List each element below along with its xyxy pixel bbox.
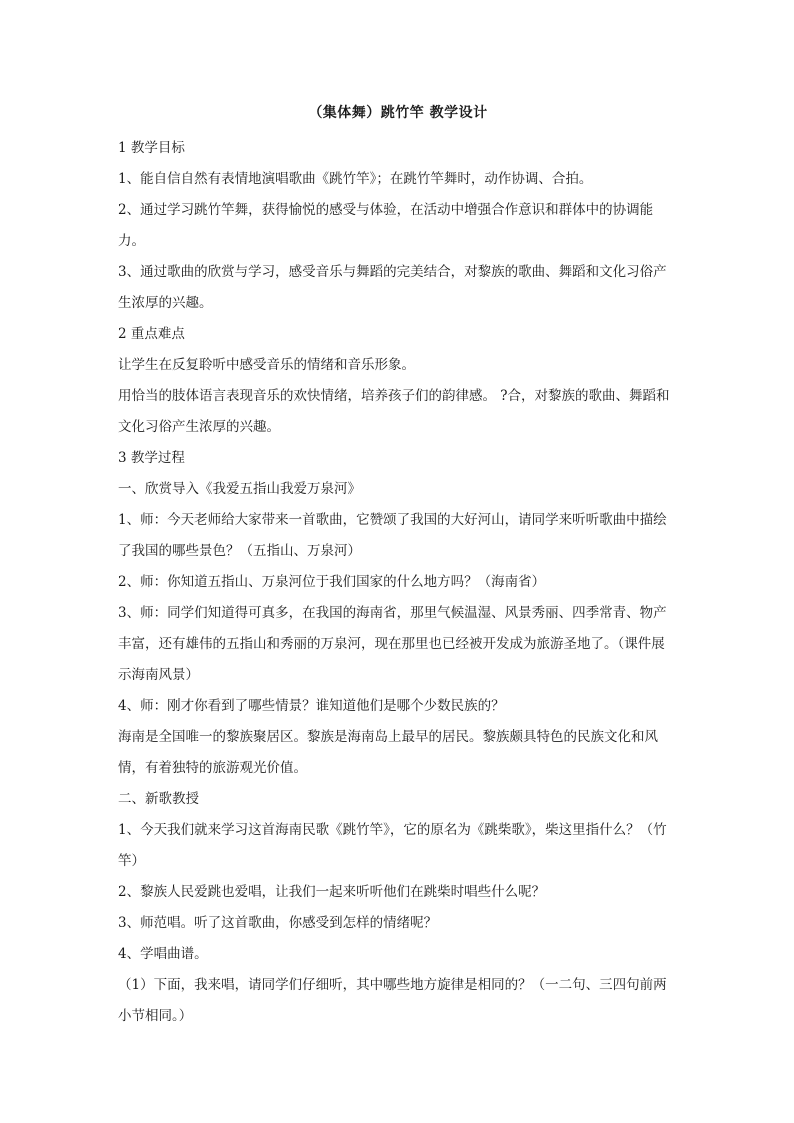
paragraph: 3、师：同学们知道得可真多，在我国的海南省，那里气候温湿、风景秀丽、四季常青、物产丰富，还有雄伟的五指山和秀丽的万泉河，现在那里也已经被开发成为旅游圣地了。（课件展示海南风景）	[118, 605, 667, 683]
paragraph: 3、通过歌曲的欣赏与学习，感受音乐与舞蹈的完美结合，对黎族的歌曲、舞蹈和文化习俗产生浓厚的兴趣。	[118, 264, 667, 311]
paragraph: 4、师：刚才你看到了哪些情景？谁知道他们是哪个少数民族的？	[118, 698, 505, 714]
subsection-heading: 一、欣赏导入《我爱五指山我爱万泉河》	[118, 481, 361, 497]
paragraph: 2、通过学习跳竹竿舞，获得愉悦的感受与体验，在活动中增强合作意识和群体中的协调能力。	[118, 202, 654, 249]
document-title: （集体舞）跳竹竿 教学设计	[308, 105, 488, 121]
paragraph: 2、黎族人民爱跳也爱唱，让我们一起来听听他们在跳柴时唱些什么呢？	[118, 884, 546, 900]
paragraph: 1、师：今天老师给大家带来一首歌曲，它赞颂了我国的大好河山，请同学来听听歌曲中描绘了我国的哪些景色？（五指山、万泉河）	[118, 512, 667, 559]
section-heading-objectives: 1 教学目标	[118, 140, 185, 156]
paragraph: 3、师范唱。听了这首歌曲，你感受到怎样的情绪呢？	[118, 915, 438, 931]
paragraph: 用恰当的肢体语言表现音乐的欢快情绪，培养孩子们的韵律感。 ?合，对黎族的歌曲、舞蹈和文化习俗产生浓厚的兴趣。	[118, 388, 670, 435]
paragraph: 2、师：你知道五指山、万泉河位于我们国家的什么地方吗？（海南省）	[118, 574, 546, 590]
paragraph: 海南是全国唯一的黎族聚居区。黎族是海南岛上最早的居民。黎族颇具特色的民族文化和风情，有着独特的旅游观光价值。	[118, 729, 658, 776]
paragraph: 让学生在反复聆听中感受音乐的情绪和音乐形象。	[118, 357, 415, 373]
paragraph: 1、今天我们就来学习这首海南民歌《跳竹竿》，它的原名为《跳柴歌》，柴这里指什么？（竹竿）	[118, 822, 667, 869]
document-body	[118, 103, 678, 1032]
subsection-heading: 二、新歌教授	[118, 791, 199, 807]
paragraph: （1）下面，我来唱，请同学们仔细听，其中哪些地方旋律是相同的？（一二句、三四句前两小节相同。）	[118, 977, 667, 1024]
section-heading-key-points: 2 重点难点	[118, 326, 185, 342]
paragraph: 1、能自信自然有表情地演唱歌曲《跳竹竿》；在跳竹竿舞时，动作协调、合拍。	[118, 171, 593, 187]
paragraph: 4、学唱曲谱。	[118, 946, 208, 962]
section-heading-process: 3 教学过程	[118, 450, 185, 466]
